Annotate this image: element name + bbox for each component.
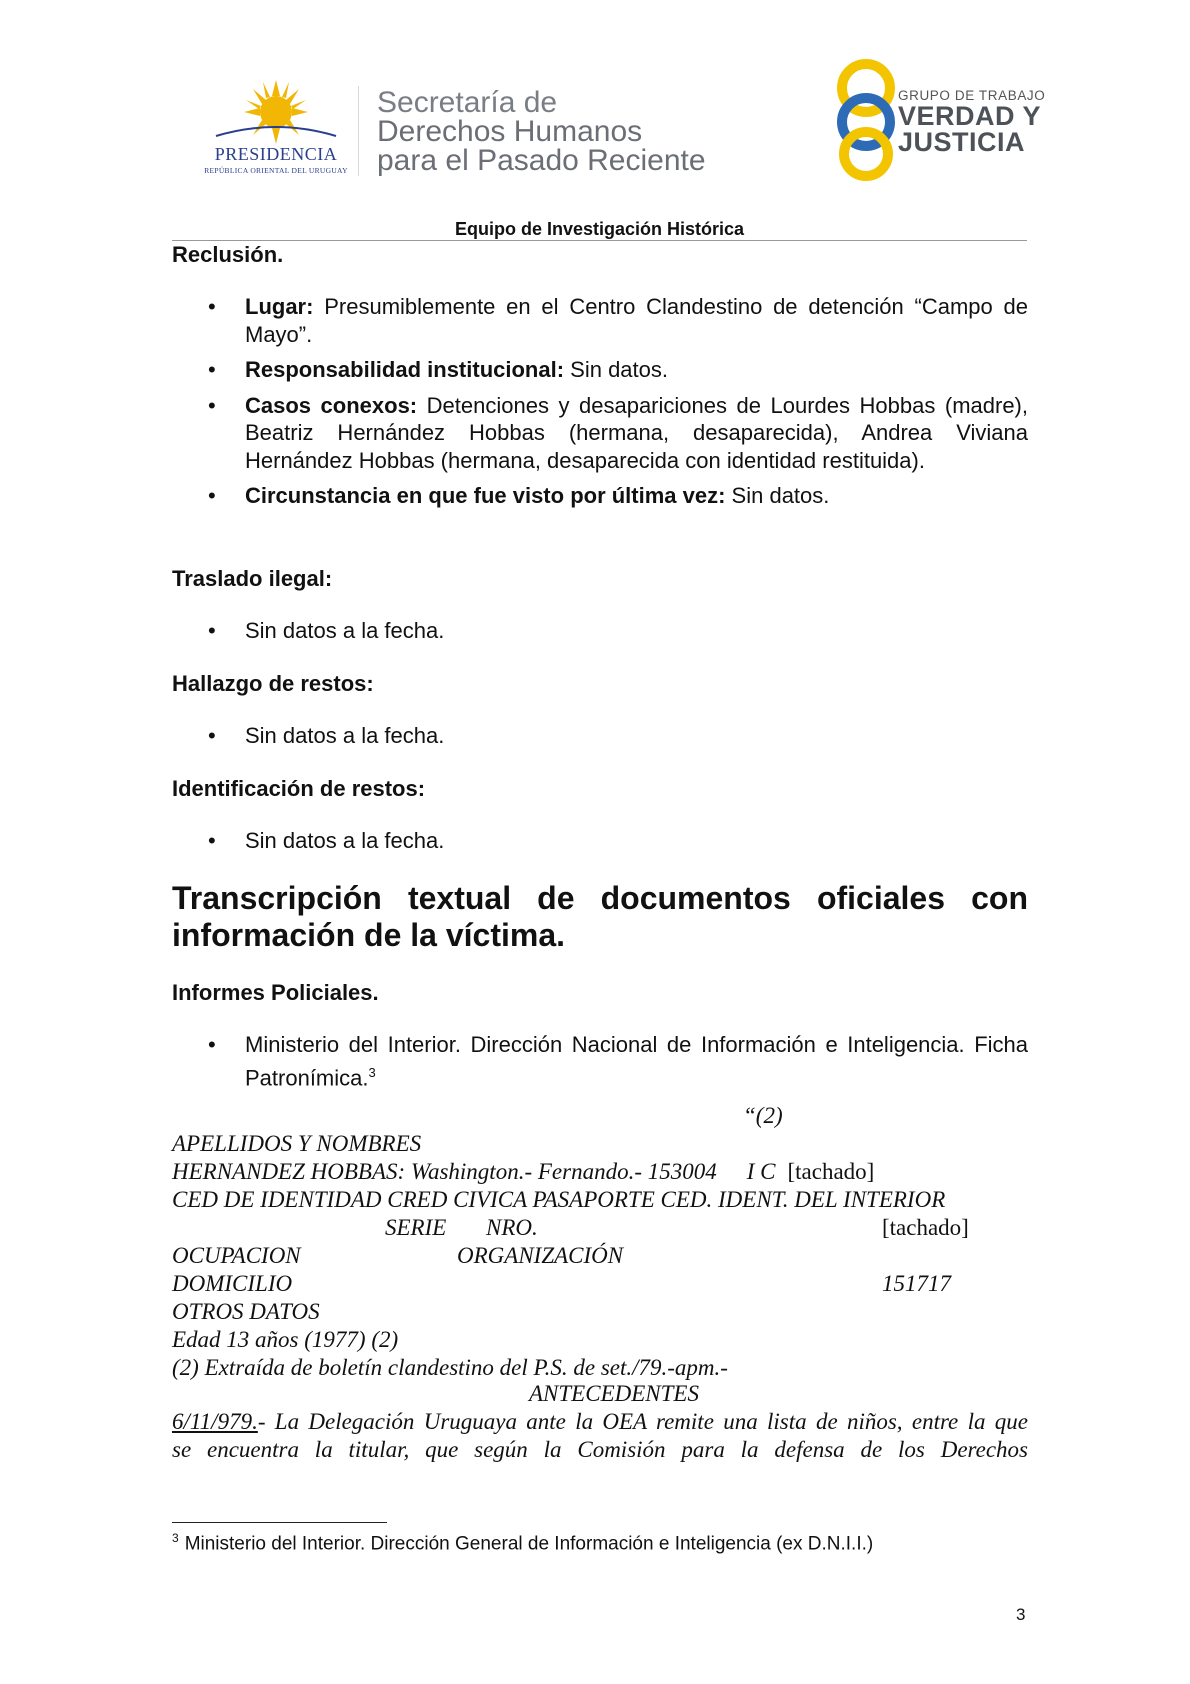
informes-heading: Informes Policiales. (172, 980, 379, 1005)
vj-subtitle: GRUPO DE TRABAJO (898, 88, 1046, 103)
ficha-domicilio: DOMICILIO (172, 1271, 293, 1296)
ficha-ced-line: CED DE IDENTIDAD CRED CIVICA PASAPORTE CED. IDENT. DEL INTERIOR (172, 1187, 946, 1212)
ficha-transcript (172, 1102, 1028, 1462)
title-line-1: Transcripción textual de documentos oficiales con (172, 880, 1028, 916)
item-text: Presumiblemente en el Centro Clandestino de detención “Campo de Mayo”. (245, 294, 1028, 347)
header-divider (358, 86, 359, 176)
ficha-nombre: HERNANDEZ HOBBAS: Washington.- Fernando.- 153004 (172, 1159, 717, 1184)
sun-icon (196, 78, 356, 148)
title-line-2: información de la víctima. (172, 917, 565, 953)
item-text: Sin datos. (564, 357, 668, 382)
identificacion-heading: Identificación de restos: (172, 776, 426, 801)
footnote (172, 1531, 873, 1555)
hallazgo-list (172, 722, 1028, 758)
list-item (172, 482, 1028, 510)
ficha-otros: OTROS DATOS (172, 1299, 320, 1324)
reclusion-heading: Reclusión. (172, 242, 284, 267)
ficha-serie: SERIE (385, 1215, 447, 1240)
ficha-tachado-2: [tachado] (882, 1215, 969, 1240)
informes-list (172, 1031, 1028, 1099)
team-title: Equipo de Investigación Histórica (454, 219, 745, 239)
ficha-antecedente-line-1 (172, 1408, 1028, 1436)
item-label: Lugar: (245, 294, 314, 319)
list-item: • Sin datos a la fecha. (172, 617, 1028, 645)
item-label: Responsabilidad institucional: (245, 357, 565, 382)
vj-line-1: VERDAD Y (898, 101, 1042, 131)
footnote-number: 3 (172, 1531, 179, 1545)
verdad-justicia-text (898, 88, 1045, 155)
secretaria-line-1: Secretaría de (377, 86, 558, 119)
ficha-nombre-line (172, 1158, 874, 1186)
secretaria-line-2: Derechos Humanos (377, 115, 643, 148)
ficha-extraida: (2) Extraída de boletín clandestino del P.S. de set./79.-apm.- (172, 1355, 728, 1380)
ficha-mark: “(2) (743, 1103, 783, 1128)
presidencia-subtitle: REPÚBLICA ORIENTAL DEL URUGUAY (204, 166, 348, 175)
ficha-ant-text-1: - La Delegación Uruguaya ante la OEA remite una lista de niños, entre la que (257, 1409, 1028, 1434)
transcripcion-title (172, 880, 1028, 954)
list-item (172, 293, 1028, 348)
ficha-antecedente-line-2: se encuentra la titular, que según la Comisión para la defensa de los Derechos (172, 1437, 1028, 1462)
ficha-apellidos: APELLIDOS Y NOMBRES (172, 1131, 422, 1156)
item-text: Ministerio del Interior. Dirección Nacional de Información e Inteligencia. Ficha Patronímica. (245, 1032, 1028, 1090)
secretaria-line-3: para el Pasado Reciente (377, 144, 706, 177)
footnote-rule (172, 1522, 387, 1523)
ficha-dom-num: 151717 (882, 1271, 951, 1296)
presidencia-logo (196, 78, 356, 178)
ficha-antecedentes: ANTECEDENTES (529, 1381, 699, 1406)
ficha-nro: NRO. (486, 1215, 538, 1240)
page-number: 3 (1016, 1605, 1026, 1624)
list-item (172, 356, 1028, 384)
traslado-heading: Traslado ilegal: (172, 566, 333, 591)
list-item: • Sin datos a la fecha. (172, 722, 1028, 750)
identificacion-list (172, 827, 1028, 863)
ficha-edad: Edad 13 años (1977) (2) (172, 1327, 399, 1352)
item-label: Casos conexos: (245, 392, 418, 418)
footnote-ref: 3 (368, 1064, 376, 1080)
list-item (172, 1031, 1028, 1091)
linked-rings-icon (826, 58, 906, 182)
item-text: Sin datos. (725, 483, 830, 508)
ficha-tachado-1: [tachado] (787, 1159, 875, 1184)
hallazgo-heading: Hallazgo de restos: (172, 671, 374, 696)
secretaria-title (377, 88, 706, 175)
ficha-fecha: 6/11/979. (172, 1409, 258, 1434)
list-item: • Sin datos a la fecha. (172, 827, 1028, 855)
reclusion-list (172, 293, 1028, 518)
verdad-justicia-logo (826, 58, 906, 182)
ficha-ocupacion: OCUPACION (172, 1243, 301, 1268)
item-text: Detenciones y desapariciones de Lourdes Hobbas (madre), Beatriz Hernández Hobbas (hermana, desaparecida), Andrea Viviana Hernández Hobbas (hermana, desaparecida con identidad restituida). (245, 392, 1028, 473)
presidencia-label: PRESIDENCIA (214, 144, 338, 164)
ficha-organizacion: ORGANIZACIÓN (457, 1243, 624, 1268)
ficha-ic: I C (746, 1159, 776, 1184)
item-label: Circunstancia en que fue visto por última vez: (245, 483, 726, 508)
footnote-text: Ministerio del Interior. Dirección General de Información e Inteligencia (ex D.N.I.I.) (184, 1533, 874, 1555)
vj-line-2: JUSTICIA (898, 127, 1026, 157)
traslado-list (172, 617, 1028, 653)
list-item (172, 392, 1028, 475)
